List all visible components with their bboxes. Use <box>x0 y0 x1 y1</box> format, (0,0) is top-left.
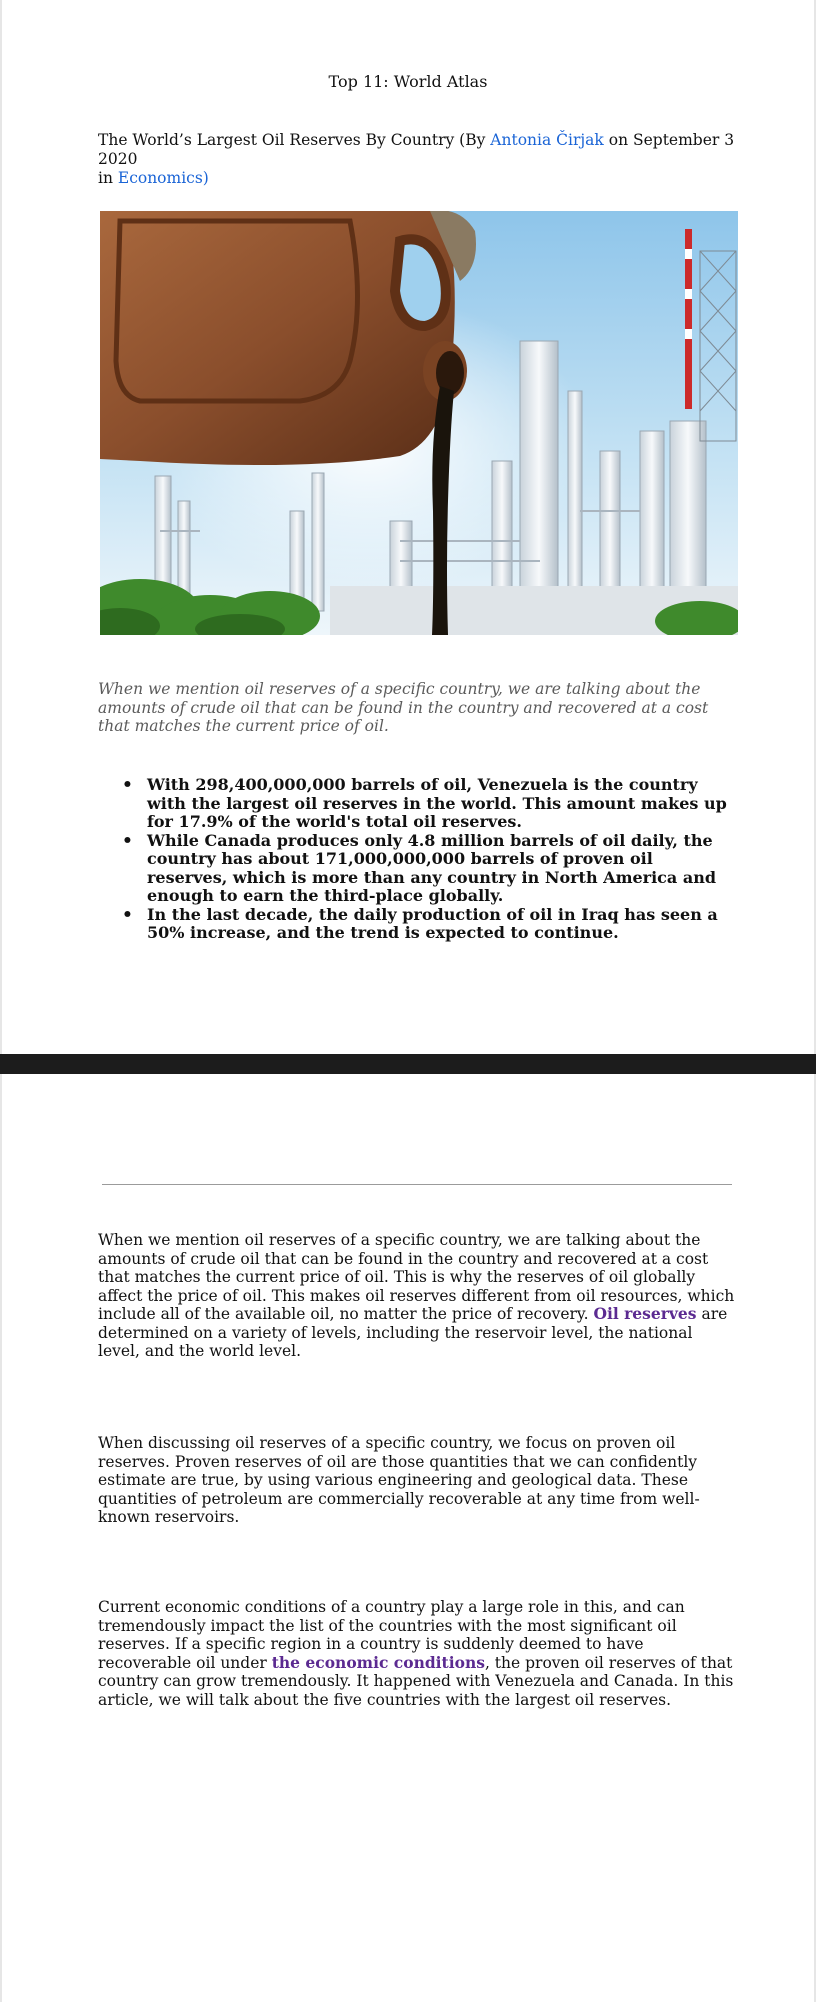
highlights-list <box>98 776 738 943</box>
article-headline <box>98 131 738 188</box>
category-link[interactable]: Economics) <box>117 169 209 187</box>
paragraph-text: , the proven oil reserves of that country can grow tremendously. It happened with Venezuela and Canada. In this article, we will talk about the five countries with the largest oil reserves. <box>98 1653 734 1709</box>
page-edge-left <box>0 0 2 2002</box>
oil-reserves-link[interactable]: Oil reserves <box>593 1304 697 1323</box>
headline-in: in <box>98 169 118 187</box>
highlight-item: • In the last decade, the daily production of oil in Iraq has seen a 50% increase, and the trend is expected to continue. <box>98 906 738 943</box>
highlight-item: • While Canada produces only 4.8 million barrels of oil daily, the country has about 171,000,000,000 barrels of proven oil reserves, which is more than any country in North America and enough to earn the third-place globally. <box>98 832 738 906</box>
horizontal-rule <box>102 1184 732 1185</box>
economic-conditions-link[interactable]: the economic conditions <box>271 1652 485 1672</box>
body-paragraph-2: When discussing oil reserves of a specific country, we focus on proven oil reserves. Proven reserves of oil are those quantities that we can confidently estimate are true, by using various engineering and geological data. These quantities of petroleum are commercially recoverable at any time from well-known reservoirs. <box>98 1434 700 1526</box>
paragraph-text: When we mention oil reserves of a specific country, we are talking about the amounts of crude oil that can be found in the country and recovered at a cost that matches the current price of oil. This is why the reserves of oil globally affect the price of oil. This makes oil reserves different from oil resources, which include all of the available oil, no matter the price of recovery. <box>98 1231 735 1323</box>
author-link[interactable]: Antonia Čirjak <box>490 131 604 149</box>
page-divider-bar <box>0 1054 816 1074</box>
body-paragraph-3 <box>98 1598 738 1709</box>
paragraph-text: Current economic conditions of a country play a large role in this, and can tremendously impact the list of the countries with the most significant oil reserves. If a specific region in a country is suddenly deemed to have recoverable oil under <box>98 1598 685 1672</box>
publish-date: on September 3 2020 <box>98 131 735 168</box>
site-title: Top 11: World Atlas <box>328 72 488 91</box>
intro-paragraph: When we mention oil reserves of a specific country, we are talking about the amounts of crude oil that can be found in the country and recovered at a cost that matches the current price of oil. <box>98 680 709 735</box>
highlight-item: • With 298,400,000,000 barrels of oil, Venezuela is the country with the largest oil reserves in the world. This amount makes up for 17.9% of the world's total oil reserves. <box>98 776 738 832</box>
headline-title: The World’s Largest Oil Reserves By Country (By <box>98 131 491 149</box>
oil-refinery-photo-icon <box>100 211 738 635</box>
body-paragraph-1 <box>98 1231 738 1361</box>
hero-image <box>100 211 738 635</box>
paragraph-text: are determined on a variety of levels, including the reservoir level, the national level, and the world level. <box>98 1305 728 1360</box>
